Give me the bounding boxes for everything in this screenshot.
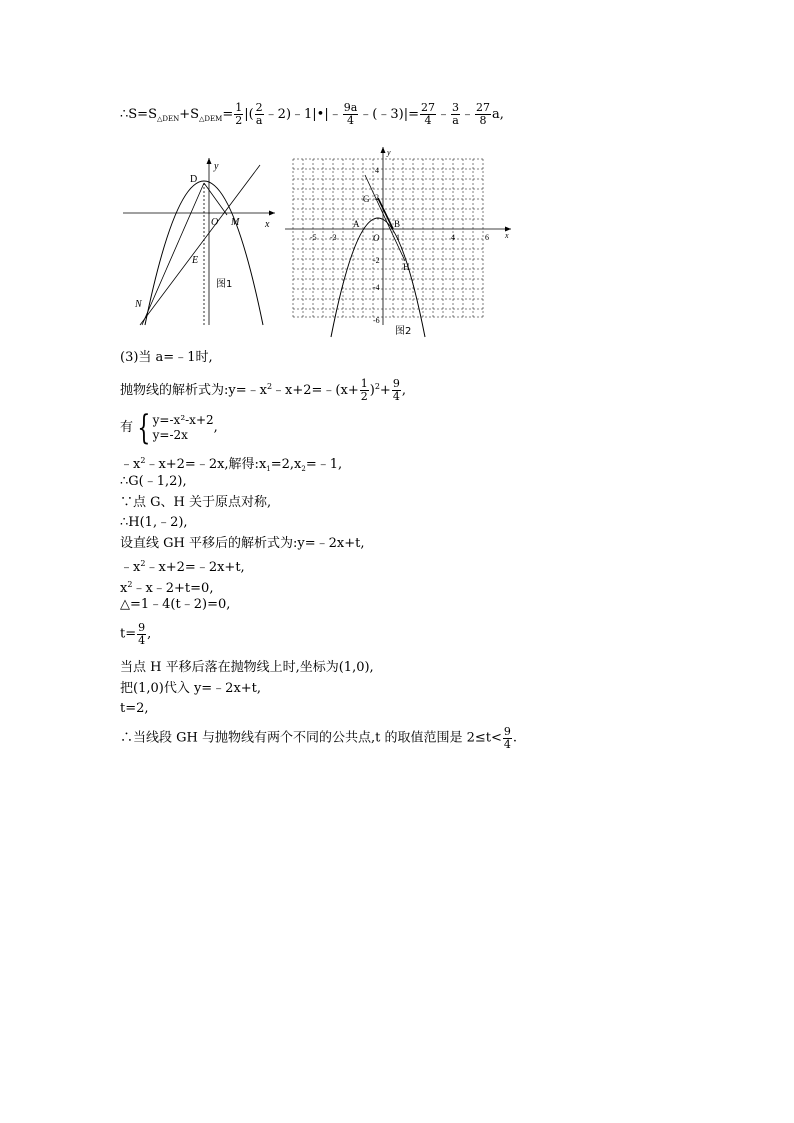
label-G: G: [363, 194, 370, 204]
line-NM: [140, 165, 260, 325]
fraction: [137, 622, 146, 647]
line-substitute: 把(1,0)代入 y=﹣2x+t,: [120, 681, 262, 696]
denominator: 4: [392, 390, 400, 403]
left-brace: {: [137, 408, 151, 448]
fraction: [503, 726, 512, 751]
text: ﹣x: [120, 457, 141, 472]
text: =﹣1,: [305, 457, 343, 472]
tick-x-4: 4: [451, 233, 455, 242]
text: =2,x: [270, 457, 302, 472]
line-GH: [365, 175, 405, 261]
text: ﹣x+2=﹣2x,解得:x: [145, 457, 267, 472]
text: 有: [120, 420, 134, 435]
text: ∴S=S: [120, 107, 157, 122]
tick-y-neg4: -4: [373, 283, 380, 292]
text: =: [222, 107, 234, 122]
fraction: [420, 102, 436, 127]
fraction: [255, 102, 264, 127]
numerator: 9: [138, 621, 146, 634]
denominator: a: [255, 114, 263, 127]
line-discriminant: △=1﹣4(t﹣2)=0,: [120, 597, 231, 612]
tick-y-neg6: -6: [373, 316, 380, 325]
equation: y=-2x: [152, 428, 188, 442]
label-A: A: [353, 219, 360, 229]
text: ,: [213, 420, 218, 435]
text: .: [512, 730, 518, 746]
text: ∴当线段 GH 与抛物线有两个不同的公共点,t 的取值范围是 2≤t<: [120, 730, 502, 746]
tick-x-neg5: -5: [310, 233, 317, 242]
line-parabola-expression: [120, 378, 406, 403]
label-E: E: [192, 255, 199, 266]
figure-caption: 图2: [395, 326, 412, 337]
equation-system: [153, 413, 214, 443]
line-case-3: (3)当 a=﹣1时,: [120, 350, 213, 365]
text: t=: [120, 626, 137, 642]
label-B: B: [394, 219, 401, 229]
numerator: 27: [420, 101, 435, 114]
numerator: 1: [235, 101, 243, 114]
line-t-value: [120, 622, 151, 647]
superscript: 2: [127, 580, 133, 589]
text: 抛物线的解析式为:y=﹣x: [120, 383, 267, 398]
text: ): [369, 383, 375, 398]
line-conclusion: [120, 726, 517, 751]
denominator: 4: [347, 114, 354, 127]
segment-bold: [378, 198, 393, 229]
text: |(: [244, 107, 254, 122]
label-N: N: [135, 299, 142, 310]
numerator: 1: [360, 377, 368, 390]
label-H: H: [403, 262, 410, 272]
fraction: [343, 102, 359, 127]
text: +S: [179, 107, 200, 122]
text: ﹣x: [120, 560, 141, 575]
line-translated-GH: 设直线 GH 平移后的解析式为:y=﹣2x+t,: [120, 536, 365, 551]
text: a,: [492, 107, 504, 122]
tick-y-neg2: -2: [373, 256, 380, 265]
superscript: 2: [140, 456, 146, 465]
numerator: 27: [476, 101, 490, 114]
text: ,: [401, 383, 406, 398]
text: ,: [147, 626, 152, 642]
superscript: 2: [140, 559, 146, 568]
text: ﹣x+2=﹣2x+t,: [145, 560, 245, 575]
numerator: 2: [255, 101, 263, 114]
superscript: 2: [374, 382, 380, 391]
numerator: 9: [392, 377, 400, 390]
y-axis-arrow: [207, 158, 212, 164]
label-M: M: [231, 217, 240, 228]
label-D: D: [190, 174, 198, 185]
line-point-H: ∴H(1,﹣2),: [120, 515, 188, 530]
x-axis-arrow: [269, 211, 275, 216]
label-y: y: [214, 161, 219, 172]
text: ﹣x﹣2+t=0,: [132, 581, 214, 596]
denominator: 4: [424, 114, 432, 127]
subscript: 1: [266, 465, 271, 473]
label-O: O: [373, 233, 380, 243]
equation: y=-x²-x+2: [152, 413, 214, 427]
tick-y-2: 2: [375, 193, 379, 202]
text: ﹣x+2=﹣(x+: [272, 383, 359, 398]
tick-x-1: 1: [396, 233, 400, 242]
denominator: 8: [479, 114, 487, 127]
fraction: [360, 378, 369, 403]
numerator: 9a: [343, 101, 358, 114]
denominator: 2: [360, 390, 368, 403]
line-system-of-equations: [120, 408, 218, 448]
subscript: 2: [301, 465, 306, 473]
tick-y-4: 4: [375, 166, 379, 175]
line-quadratic: [120, 577, 213, 597]
subscript: △DEN: [156, 115, 180, 123]
denominator: 4: [138, 634, 146, 647]
text: ﹣(﹣3)|=: [359, 107, 419, 122]
superscript: 2: [266, 382, 273, 391]
denominator: a: [452, 114, 459, 127]
text: +: [379, 383, 391, 398]
line-DN: [142, 183, 204, 325]
subscript: △DEM: [199, 115, 223, 123]
figure-caption: 图1: [216, 279, 233, 290]
fraction: [234, 102, 243, 127]
line-H-on-parabola: 当点 H 平移后落在抛物线上时,坐标为(1,0),: [120, 660, 374, 675]
line-point-G: ∴G(﹣1,2),: [120, 474, 187, 489]
label-y: y: [387, 148, 391, 157]
text: x: [120, 581, 128, 596]
line-equation-t: [120, 556, 245, 576]
label-O: O: [211, 217, 219, 228]
denominator: 4: [503, 738, 511, 751]
tick-x-6: 6: [485, 233, 489, 242]
text: ﹣2)﹣1|•|﹣: [264, 107, 342, 122]
fraction: [392, 378, 401, 403]
line-t-2: t=2,: [120, 701, 149, 716]
tick-x-neg3: -3: [330, 233, 337, 242]
area-formula-line: [120, 102, 504, 127]
y-axis-arrow: [381, 147, 386, 153]
text: ﹣: [460, 107, 474, 122]
label-x: x: [265, 219, 270, 230]
label-x: x: [505, 231, 509, 240]
numerator: 3: [451, 101, 459, 114]
fraction: [451, 102, 460, 127]
text: ﹣: [436, 107, 450, 122]
figure-2: [283, 145, 515, 340]
line-DM: [204, 183, 227, 215]
line-symmetry: ∵点 G、H 关于原点对称,: [120, 495, 272, 510]
denominator: 2: [235, 114, 243, 127]
fraction: [475, 102, 491, 127]
figure-1: [120, 155, 280, 330]
numerator: 9: [503, 725, 511, 738]
